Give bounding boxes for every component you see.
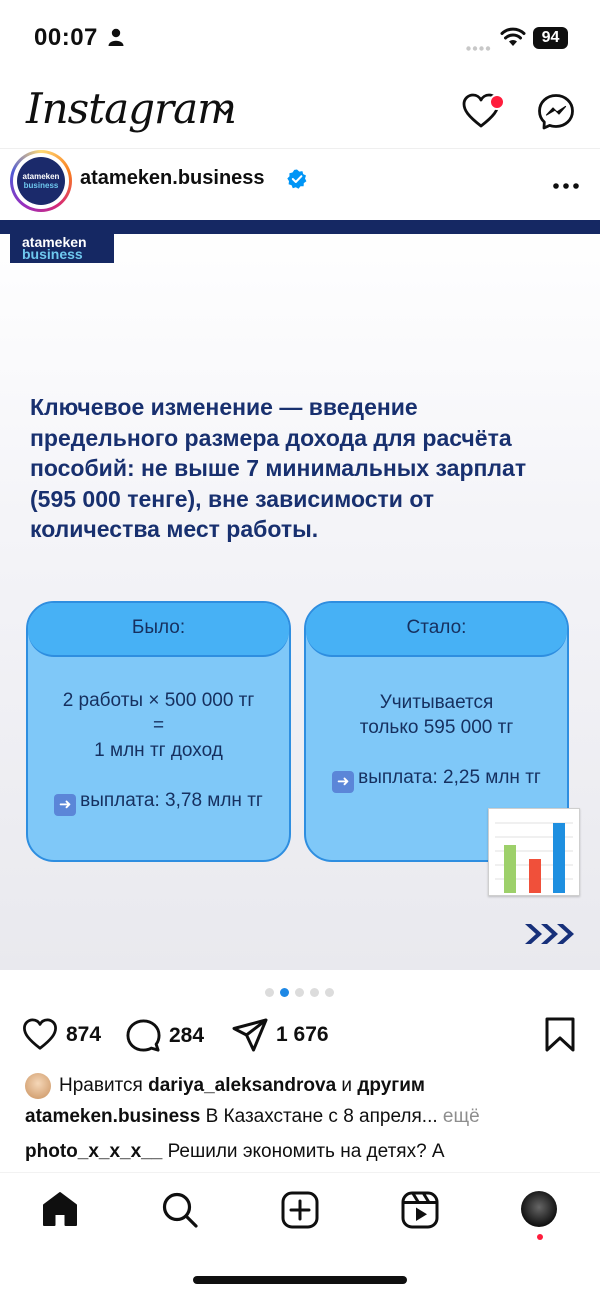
likes-prefix: Нравится: [59, 1075, 143, 1096]
comment-username[interactable]: photo_x_x_x__: [25, 1141, 163, 1162]
comment-preview[interactable]: [25, 1141, 445, 1163]
search-icon[interactable]: [161, 1191, 199, 1234]
brand-line: atameken: [22, 234, 87, 250]
liker-username[interactable]: dariya_aleksandrova: [148, 1075, 337, 1096]
wifi-icon: [500, 27, 526, 52]
battery-icon: 94: [533, 27, 568, 49]
next-arrows-icon: [522, 912, 578, 957]
arrow-right-icon: ➜: [332, 771, 354, 793]
carousel-dot: [310, 988, 319, 997]
comment-button[interactable]: [126, 1018, 204, 1053]
person-icon: [108, 28, 124, 51]
avatar[interactable]: [17, 157, 65, 205]
signal-dots-icon: [466, 38, 492, 56]
card-line: Учитывается: [379, 692, 494, 713]
card-line: =: [152, 715, 165, 736]
send-icon: [232, 1018, 268, 1052]
avatar-text: business: [23, 181, 59, 190]
card-line: только 595 000 тг: [359, 717, 514, 738]
home-icon[interactable]: [41, 1191, 79, 1232]
carousel-dot: [295, 988, 304, 997]
share-count: 1 676: [276, 1023, 329, 1046]
arrow-right-icon: ➜: [54, 794, 76, 816]
bookmark-icon[interactable]: [545, 1017, 575, 1057]
messenger-icon[interactable]: [537, 93, 575, 136]
carousel-dot: [325, 988, 334, 997]
avatar-text: atameken: [22, 172, 60, 181]
card-title: Стало:: [306, 603, 567, 657]
card-title: Было:: [28, 603, 289, 657]
likes-middle: и: [341, 1075, 353, 1096]
notification-dot: [537, 1234, 543, 1240]
heart-icon: [22, 1018, 58, 1051]
create-icon[interactable]: [281, 1191, 319, 1234]
brand-line: business: [22, 246, 83, 262]
post-username[interactable]: atameken.business: [80, 167, 265, 189]
comment-count: 284: [169, 1023, 205, 1047]
card-payout: выплата: 3,78 млн тг: [80, 790, 263, 811]
post-image[interactable]: [0, 220, 600, 970]
likes-summary[interactable]: [59, 1075, 425, 1097]
carousel-dot-active: [280, 988, 289, 997]
image-headline: Ключевое изменение — введение предельного размера дохода для расчёта пособий: не выше 7 минимальных зарплат (595 000 тенге), вне зависимости от количества мест работы.: [30, 394, 527, 542]
status-time: 00:07: [34, 24, 98, 51]
like-button[interactable]: [22, 1018, 101, 1051]
notification-dot: [489, 94, 505, 110]
profile-avatar[interactable]: [521, 1191, 557, 1227]
instagram-logo[interactable]: Instagram: [26, 84, 236, 133]
likes-others[interactable]: другим: [357, 1075, 425, 1096]
verified-badge-icon: [287, 169, 307, 194]
card-line: 1 млн тг доход: [94, 740, 223, 761]
card-payout: выплата: 2,25 млн тг: [358, 767, 541, 788]
card-line: 2 работы × 500 000 тг: [62, 690, 255, 711]
more-options-icon[interactable]: [553, 176, 579, 194]
reels-icon[interactable]: [401, 1191, 439, 1234]
carousel-indicator: [265, 988, 334, 997]
share-button[interactable]: [232, 1018, 329, 1052]
caption[interactable]: [25, 1106, 480, 1128]
divider: [0, 148, 600, 149]
caption-text: В Казахстане с 8 апреля...: [205, 1106, 438, 1127]
card-before: [26, 601, 291, 862]
caption-username[interactable]: atameken.business: [25, 1106, 201, 1127]
caption-more-link[interactable]: ещё: [442, 1106, 480, 1127]
comment-text: Решили экономить на детях? А: [167, 1141, 445, 1162]
liker-avatar[interactable]: [25, 1073, 51, 1099]
comment-icon: [126, 1018, 161, 1053]
like-count: 874: [66, 1022, 102, 1046]
carousel-dot: [265, 988, 274, 997]
image-top-bar: [0, 220, 600, 234]
bar-chart-icon: [488, 808, 580, 896]
chevron-down-icon[interactable]: [216, 104, 234, 122]
home-indicator[interactable]: [193, 1276, 407, 1284]
brand-logo: [10, 234, 114, 263]
